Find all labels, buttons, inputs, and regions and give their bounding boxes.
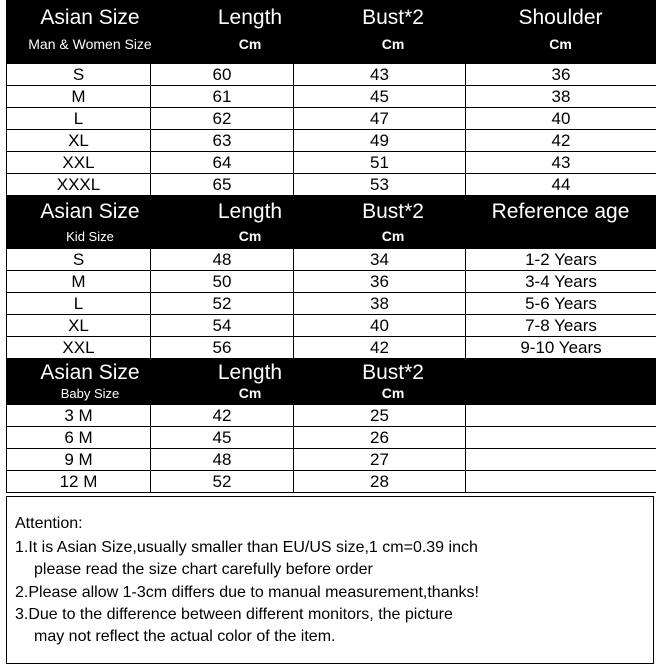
baby-col3-title: Bust*2 bbox=[362, 361, 424, 384]
table-row bbox=[7, 64, 656, 86]
length-cell: 48 bbox=[151, 449, 294, 471]
bust-cell: 49 bbox=[294, 130, 466, 152]
table-row bbox=[7, 249, 656, 271]
bust-cell: 38 bbox=[294, 293, 466, 315]
bust-cell: 25 bbox=[294, 405, 466, 427]
shoulder-cell: 44 bbox=[466, 174, 656, 196]
bust-cell: 47 bbox=[294, 108, 466, 130]
age-cell: 9-10 Years bbox=[466, 337, 656, 359]
table-row bbox=[7, 86, 656, 108]
adult-col2-sub: Cm bbox=[238, 36, 262, 52]
attention-title: Attention: bbox=[15, 515, 83, 532]
adult-col1-sub: Man & Women Size bbox=[28, 36, 152, 52]
bust-cell: 45 bbox=[294, 86, 466, 108]
attention-line-2: please read the size chart carefully before order bbox=[34, 561, 373, 578]
table-row bbox=[7, 405, 656, 427]
size-cell: XL bbox=[7, 315, 151, 337]
table-row bbox=[7, 315, 656, 337]
length-cell: 63 bbox=[151, 130, 294, 152]
kid-col1-sub: Kid Size bbox=[66, 229, 114, 244]
length-cell: 62 bbox=[151, 108, 294, 130]
attention-box bbox=[6, 496, 654, 664]
empty-cell bbox=[466, 405, 656, 427]
kid-col4-title: Reference age bbox=[491, 200, 630, 223]
kid-header bbox=[6, 196, 656, 248]
adult-col3-sub: Cm bbox=[381, 36, 405, 52]
kid-col1-title: Asian Size bbox=[40, 200, 140, 223]
age-cell: 1-2 Years bbox=[466, 249, 656, 271]
size-cell: M bbox=[7, 86, 151, 108]
table-row bbox=[7, 108, 656, 130]
attention-line-1: 1.It is Asian Size,usually smaller than EU/US size,1 cm=0.39 inch bbox=[15, 539, 478, 556]
adult-col1-title: Asian Size bbox=[40, 6, 140, 29]
size-cell: 12 M bbox=[7, 471, 151, 493]
size-cell: XXL bbox=[7, 152, 151, 174]
size-cell: 6 M bbox=[7, 427, 151, 449]
bust-cell: 34 bbox=[294, 249, 466, 271]
bust-cell: 27 bbox=[294, 449, 466, 471]
size-cell: S bbox=[7, 249, 151, 271]
adult-col4-title: Shoulder bbox=[518, 6, 603, 29]
bust-cell: 51 bbox=[294, 152, 466, 174]
adult-header bbox=[6, 0, 656, 63]
baby-header bbox=[6, 359, 656, 404]
attention-line-3: 2.Please allow 1-3cm differs due to manual measurement,thanks! bbox=[15, 584, 479, 601]
length-cell: 52 bbox=[151, 471, 294, 493]
bust-cell: 26 bbox=[294, 427, 466, 449]
size-cell: XXL bbox=[7, 337, 151, 359]
length-cell: 48 bbox=[151, 249, 294, 271]
adult-col4-sub: Cm bbox=[549, 36, 572, 52]
shoulder-cell: 42 bbox=[466, 130, 656, 152]
baby-col2-title: Length bbox=[217, 361, 283, 384]
shoulder-cell: 40 bbox=[466, 108, 656, 130]
size-cell: XXXL bbox=[7, 174, 151, 196]
baby-table bbox=[6, 404, 656, 493]
table-row bbox=[7, 174, 656, 196]
size-cell: 3 M bbox=[7, 405, 151, 427]
adult-table bbox=[6, 63, 656, 196]
baby-col1-sub: Baby Size bbox=[60, 386, 120, 401]
kid-col3-sub: Cm bbox=[381, 228, 405, 244]
kid-col2-sub: Cm bbox=[238, 228, 262, 244]
length-cell: 61 bbox=[151, 86, 294, 108]
empty-cell bbox=[466, 471, 656, 493]
age-cell: 7-8 Years bbox=[466, 315, 656, 337]
size-chart bbox=[6, 0, 656, 493]
size-cell: 9 M bbox=[7, 449, 151, 471]
kid-col3-title: Bust*2 bbox=[362, 200, 424, 223]
length-cell: 45 bbox=[151, 427, 294, 449]
length-cell: 50 bbox=[151, 271, 294, 293]
table-row bbox=[7, 471, 656, 493]
age-cell: 3-4 Years bbox=[466, 271, 656, 293]
length-cell: 60 bbox=[151, 64, 294, 86]
length-cell: 65 bbox=[151, 174, 294, 196]
size-cell: L bbox=[7, 108, 151, 130]
attention-line-5: may not reflect the actual color of the item. bbox=[34, 628, 336, 645]
bust-cell: 53 bbox=[294, 174, 466, 196]
table-row bbox=[7, 449, 656, 471]
bust-cell: 42 bbox=[294, 337, 466, 359]
adult-col2-title: Length bbox=[217, 6, 283, 29]
baby-col1-title: Asian Size bbox=[40, 361, 140, 384]
kid-table bbox=[6, 248, 656, 359]
adult-col3-title: Bust*2 bbox=[362, 6, 424, 29]
table-row bbox=[7, 130, 656, 152]
attention-line-4: 3.Due to the difference between different monitors, the picture bbox=[15, 606, 453, 623]
empty-cell bbox=[466, 427, 656, 449]
size-cell: XL bbox=[7, 130, 151, 152]
table-row bbox=[7, 427, 656, 449]
length-cell: 42 bbox=[151, 405, 294, 427]
table-row bbox=[7, 337, 656, 359]
size-cell: S bbox=[7, 64, 151, 86]
age-cell: 5-6 Years bbox=[466, 293, 656, 315]
bust-cell: 40 bbox=[294, 315, 466, 337]
length-cell: 52 bbox=[151, 293, 294, 315]
size-cell: L bbox=[7, 293, 151, 315]
table-row bbox=[7, 152, 656, 174]
shoulder-cell: 38 bbox=[466, 86, 656, 108]
empty-cell bbox=[466, 449, 656, 471]
size-cell: M bbox=[7, 271, 151, 293]
bust-cell: 43 bbox=[294, 64, 466, 86]
length-cell: 54 bbox=[151, 315, 294, 337]
table-row bbox=[7, 293, 656, 315]
bust-cell: 36 bbox=[294, 271, 466, 293]
shoulder-cell: 43 bbox=[466, 152, 656, 174]
baby-col2-sub: Cm bbox=[238, 385, 262, 401]
table-row bbox=[7, 271, 656, 293]
length-cell: 64 bbox=[151, 152, 294, 174]
shoulder-cell: 36 bbox=[466, 64, 656, 86]
kid-col2-title: Length bbox=[217, 200, 283, 223]
baby-col3-sub: Cm bbox=[381, 385, 405, 401]
length-cell: 56 bbox=[151, 337, 294, 359]
bust-cell: 28 bbox=[294, 471, 466, 493]
